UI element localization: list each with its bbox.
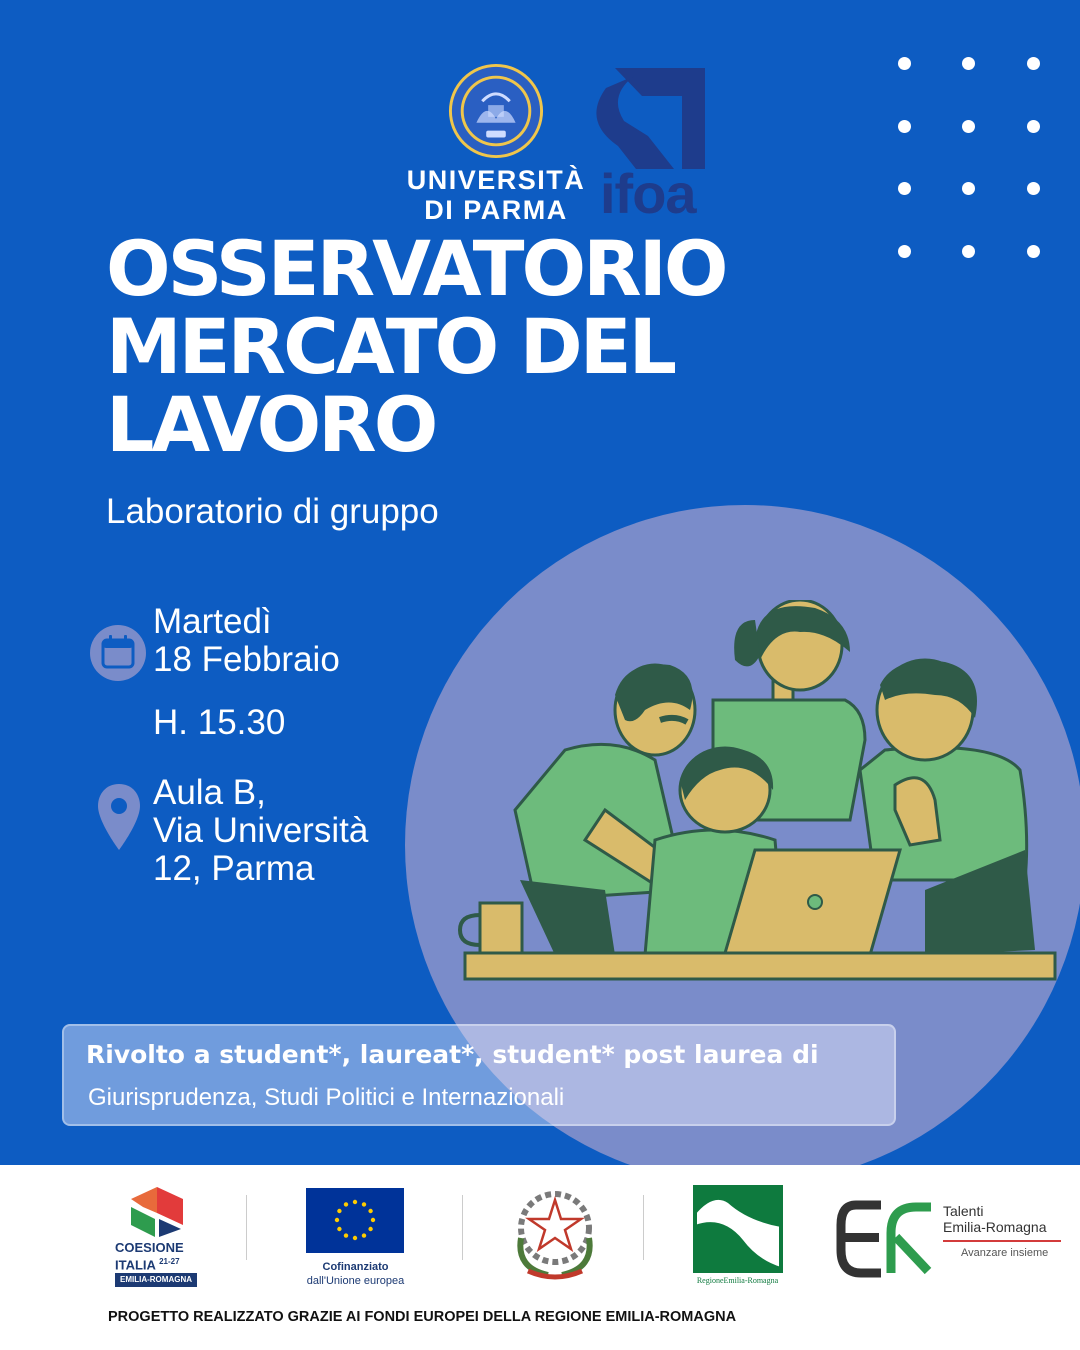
location-line-1: Aula B, bbox=[153, 773, 266, 812]
event-title bbox=[106, 224, 726, 469]
er-mark-icon bbox=[836, 1195, 934, 1285]
coesione-subtitle bbox=[115, 1255, 180, 1272]
talenti-emilia-romagna-logo bbox=[836, 1195, 1071, 1285]
coesione-region: EMILIA-ROMAGNA bbox=[115, 1273, 197, 1287]
eu-caption bbox=[298, 1260, 413, 1288]
regione-mark-icon bbox=[693, 1185, 783, 1273]
talenti-line2: Emilia-Romagna bbox=[943, 1219, 1047, 1235]
ifoa-wordmark: ifoa bbox=[600, 162, 696, 225]
coesione-title: COESIONE bbox=[115, 1240, 184, 1255]
location-line-2: Via Università bbox=[153, 811, 369, 850]
coesione-cube-icon bbox=[129, 1185, 185, 1239]
university-name-line1: UNIVERSITÀ bbox=[406, 165, 586, 195]
event-time bbox=[153, 704, 285, 742]
audience-box bbox=[62, 1024, 896, 1126]
eu-caption-line2: dall'Unione europea bbox=[306, 1275, 405, 1287]
talenti-tagline: Avanzare insieme bbox=[961, 1247, 1049, 1259]
university-seal-icon bbox=[447, 62, 545, 160]
regione-name: RegioneEmilia-Romagna bbox=[696, 1276, 779, 1285]
divider bbox=[462, 1195, 463, 1260]
decorative-dots bbox=[898, 57, 1048, 257]
event-subtitle: Laboratorio di gruppo bbox=[106, 492, 439, 531]
divider bbox=[246, 1195, 247, 1260]
group-working-illustration bbox=[455, 600, 1060, 985]
title-line-2: MERCATO DEL bbox=[106, 302, 675, 391]
audience-departments: Giurisprudenza, Studi Politici e Internazionali bbox=[88, 1084, 565, 1111]
coesione-country: ITALIA bbox=[115, 1257, 156, 1273]
eu-cofunding-logo bbox=[298, 1185, 413, 1295]
coesione-years: 21-27 bbox=[159, 1257, 180, 1266]
event-date bbox=[153, 603, 340, 679]
calendar-icon bbox=[90, 625, 146, 681]
divider bbox=[643, 1195, 644, 1260]
italian-republic-emblem-icon bbox=[508, 1183, 603, 1283]
event-time-value: H. 15.30 bbox=[153, 703, 286, 742]
location-line-3: 12, Parma bbox=[153, 849, 315, 888]
event-location bbox=[153, 774, 368, 888]
eu-caption-line1: Cofinanziato bbox=[322, 1261, 389, 1273]
event-day: Martedì bbox=[153, 602, 272, 641]
regione-emilia-romagna-logo bbox=[690, 1185, 785, 1295]
location-pin-icon bbox=[96, 782, 142, 852]
title-line-1: OSSERVATORIO bbox=[106, 224, 726, 313]
event-date-value: 18 Febbraio bbox=[153, 640, 340, 679]
coesione-italia-logo bbox=[115, 1185, 200, 1285]
ifoa-logo bbox=[588, 66, 708, 226]
title-line-3: LAVORO bbox=[106, 380, 436, 469]
ifoa-mark-icon bbox=[588, 66, 708, 171]
university-of-parma-logo bbox=[405, 62, 585, 227]
university-name-line2: DI PARMA bbox=[424, 195, 568, 225]
project-funding-note: PROGETTO REALIZZATO GRAZIE AI FONDI EUROPEI DELLA REGIONE EMILIA-ROMAGNA bbox=[108, 1309, 737, 1325]
talenti-line1: Talenti bbox=[943, 1203, 984, 1219]
audience-heading: Rivolto a student*, laureat*, student* post laurea di bbox=[86, 1040, 819, 1069]
university-name bbox=[405, 165, 587, 225]
sponsor-footer bbox=[0, 1165, 1080, 1350]
talenti-underline bbox=[943, 1240, 1061, 1242]
eu-flag-icon bbox=[306, 1188, 404, 1253]
